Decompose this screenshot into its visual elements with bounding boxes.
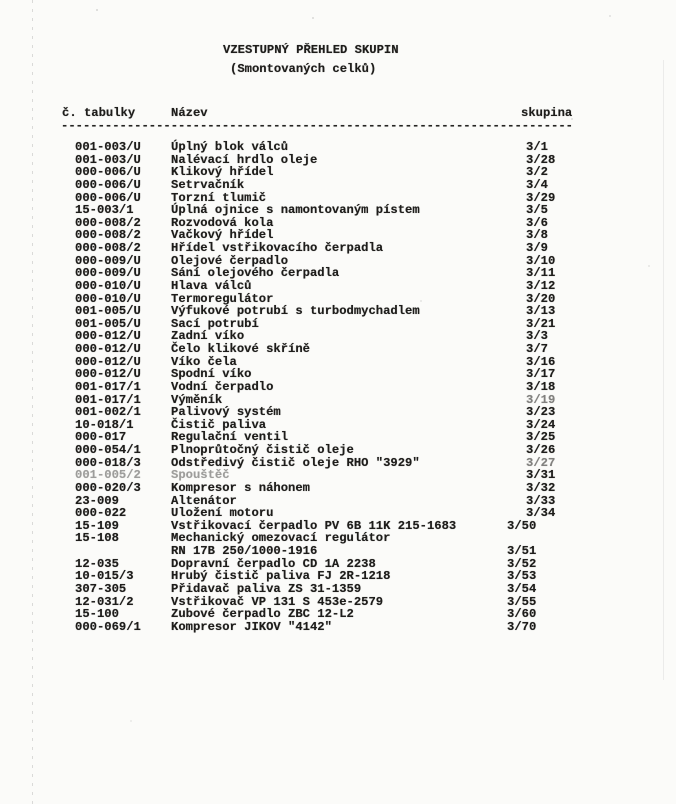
row-table-number: 000-006/U <box>75 190 141 205</box>
row-group: 3/13 <box>526 304 556 319</box>
row-group: 3/9 <box>526 241 548 255</box>
row-group: 3/27 <box>526 455 556 470</box>
row-name: Hřídel vstřikovacího čerpadla <box>171 241 384 255</box>
row-name: Vstřikovací čerpadlo PV 6B 11K 215-1683 <box>171 518 457 533</box>
row-table-number: 000-020/3 <box>75 480 141 495</box>
row-group: 3/8 <box>526 228 548 243</box>
row-name: Setrvačník <box>171 177 245 192</box>
table-row <box>0 608 676 621</box>
row-table-number: 000-009/U <box>75 253 141 268</box>
row-group: 3/24 <box>526 417 556 432</box>
page-title: VZESTUPNÝ PŘEHLED SKUPIN <box>223 43 399 57</box>
row-table-number: 001-003/U <box>75 152 141 167</box>
row-name: Spodní víko <box>171 367 252 382</box>
row-name: Úplný blok válců <box>171 140 289 154</box>
table-row <box>0 507 676 520</box>
row-name: Plnoprůtočný čistič oleje <box>171 443 354 457</box>
row-table-number: 307-305 <box>75 581 127 596</box>
row-table-number: 15-100 <box>75 607 119 622</box>
row-name: Úplná ojnice s namontovaným pístem <box>171 203 420 218</box>
row-name: Kompresor JIKOV "4142" <box>171 619 332 634</box>
table-row <box>0 141 676 154</box>
row-name: Zadní víko <box>171 329 245 344</box>
row-name: Vačkový hřídel <box>171 228 274 243</box>
row-group: 3/23 <box>526 405 556 420</box>
row-group: 3/3 <box>526 329 548 344</box>
row-group: 3/52 <box>507 556 537 571</box>
table-row <box>0 469 676 482</box>
table-row <box>0 204 676 217</box>
row-table-number: 000-008/2 <box>75 215 141 230</box>
row-name: Čelo klikové skříně <box>171 342 310 356</box>
column-header-table-number: č. tabulky <box>62 106 136 120</box>
row-group: 3/60 <box>507 607 537 622</box>
row-name: Vstřikovač VP 131 S 453e-2579 <box>171 594 384 609</box>
row-table-number: 23-009 <box>75 493 119 508</box>
row-group: 3/1 <box>526 140 548 154</box>
row-group: 3/7 <box>526 342 548 356</box>
row-name: Altenátor <box>171 493 237 508</box>
row-name: Zubové čerpadlo ZBC 12-L2 <box>171 607 354 622</box>
row-group: 3/6 <box>526 215 548 230</box>
row-group: 3/19 <box>526 392 556 407</box>
row-group: 3/21 <box>526 316 556 331</box>
row-group: 3/51 <box>507 544 537 558</box>
row-table-number: 000-010/U <box>75 278 141 293</box>
table-row <box>0 406 676 419</box>
row-table-number: 10-015/3 <box>75 569 134 584</box>
row-group: 3/17 <box>526 367 556 382</box>
table-row <box>0 166 676 179</box>
row-table-number: 000-069/1 <box>75 619 141 634</box>
table-row <box>0 280 676 293</box>
row-group: 3/29 <box>526 190 556 205</box>
row-group: 3/26 <box>526 443 556 457</box>
row-group: 3/32 <box>526 480 556 495</box>
row-name: Uložení motoru <box>171 506 274 521</box>
row-group: 3/12 <box>526 278 556 293</box>
row-group: 3/70 <box>507 619 537 634</box>
row-table-number: 15-108 <box>75 531 119 546</box>
row-name: Hrubý čistič paliva FJ 2R-1218 <box>171 569 391 584</box>
row-name: Rozvodová kola <box>171 215 274 230</box>
scan-noise <box>0 0 2 2</box>
table-row <box>0 343 676 356</box>
row-group: 3/16 <box>526 354 556 369</box>
row-table-number: 15-109 <box>75 518 119 533</box>
row-group: 3/31 <box>526 468 556 483</box>
row-name: Regulační ventil <box>171 430 289 445</box>
row-name: Klikový hřídel <box>171 165 274 180</box>
row-name: Termoregulátor <box>171 291 274 306</box>
row-name: Dopravní čerpadlo CD 1A 2238 <box>171 556 376 571</box>
table-row <box>0 583 676 596</box>
row-table-number: 15-003/1 <box>75 203 134 218</box>
row-table-number: 000-012/U <box>75 367 141 382</box>
row-name: Sací potrubí <box>171 316 259 331</box>
row-group: 3/10 <box>526 253 556 268</box>
row-table-number: 000-012/U <box>75 342 141 356</box>
row-table-number: 000-008/2 <box>75 228 141 243</box>
row-group: 3/4 <box>526 177 548 192</box>
row-name: Čistič paliva <box>171 417 267 432</box>
table-row <box>0 305 676 318</box>
row-table-number: 000-017 <box>75 430 127 445</box>
row-name: Mechanický omezovací regulátor <box>171 531 391 546</box>
row-table-number: 000-054/1 <box>75 443 141 457</box>
row-name: Výměník <box>171 392 223 407</box>
row-name: Víko čela <box>171 354 237 369</box>
row-group: 3/33 <box>526 493 556 508</box>
row-name: Odstředivý čistič oleje RHO "3929" <box>171 455 420 470</box>
row-table-number: 001-002/1 <box>75 405 141 420</box>
row-table-number: 10-018/1 <box>75 417 134 432</box>
row-name: Olejové čerpadlo <box>171 253 289 268</box>
row-name: Palivový systém <box>171 405 281 420</box>
row-table-number: 001-005/U <box>75 304 141 319</box>
row-group: 3/54 <box>507 581 537 596</box>
column-header-name: Název <box>171 106 208 120</box>
row-table-number: 001-003/U <box>75 140 141 154</box>
table-row <box>0 570 676 583</box>
row-table-number: 001-017/1 <box>75 379 141 394</box>
row-name: Sání olejového čerpadla <box>171 266 340 281</box>
row-name: Hlava válců <box>171 278 252 293</box>
row-table-number: 001-005/2 <box>75 468 141 483</box>
row-name: RN 17B 250/1000-1916 <box>171 544 318 558</box>
row-group: 3/28 <box>526 152 556 167</box>
header-divider: ---------------------------------------------------------------------- <box>61 119 573 133</box>
table-row <box>0 444 676 457</box>
row-table-number: 12-031/2 <box>75 594 134 609</box>
row-group: 3/25 <box>526 430 556 445</box>
row-name: Spouštěč <box>171 468 230 483</box>
table-row <box>0 482 676 495</box>
table-row <box>0 242 676 255</box>
row-table-number: 000-006/U <box>75 177 141 192</box>
table-row <box>0 532 676 545</box>
row-group: 3/18 <box>526 379 556 394</box>
row-table-number: 001-005/U <box>75 316 141 331</box>
row-table-number: 000-022 <box>75 506 127 521</box>
row-group: 3/50 <box>507 518 537 533</box>
table-row <box>0 621 676 634</box>
row-table-number: 001-017/1 <box>75 392 141 407</box>
row-name: Výfukové potrubí s turbodmychadlem <box>171 304 420 319</box>
row-table-number: 000-012/U <box>75 329 141 344</box>
row-group: 3/34 <box>526 506 556 521</box>
row-name: Přidavač paliva ZS 31-1359 <box>171 581 362 596</box>
row-group: 3/20 <box>526 291 556 306</box>
row-group: 3/55 <box>507 594 537 609</box>
row-group: 3/11 <box>526 266 556 281</box>
column-header-group: skupina <box>521 106 573 120</box>
row-name: Torzní tlumič <box>171 190 267 205</box>
row-table-number: 000-018/3 <box>75 455 141 470</box>
page-subtitle: (Smontovaných celků) <box>230 62 377 76</box>
row-table-number: 000-012/U <box>75 354 141 369</box>
table-rows <box>0 141 676 633</box>
row-table-number: 000-008/2 <box>75 241 141 255</box>
table-row <box>0 381 676 394</box>
table-row <box>0 368 676 381</box>
row-table-number: 000-009/U <box>75 266 141 281</box>
row-table-number: 12-035 <box>75 556 119 571</box>
row-table-number: 000-010/U <box>75 291 141 306</box>
row-name: Kompresor s náhonem <box>171 480 310 495</box>
row-name: Vodní čerpadlo <box>171 379 274 394</box>
row-group: 3/2 <box>526 165 548 180</box>
row-name: Nalévací hrdlo oleje <box>171 152 318 167</box>
row-table-number: 000-006/U <box>75 165 141 180</box>
row-group: 3/5 <box>526 203 548 218</box>
table-row <box>0 179 676 192</box>
row-group: 3/53 <box>507 569 537 584</box>
table-row <box>0 267 676 280</box>
table-row <box>0 545 676 558</box>
